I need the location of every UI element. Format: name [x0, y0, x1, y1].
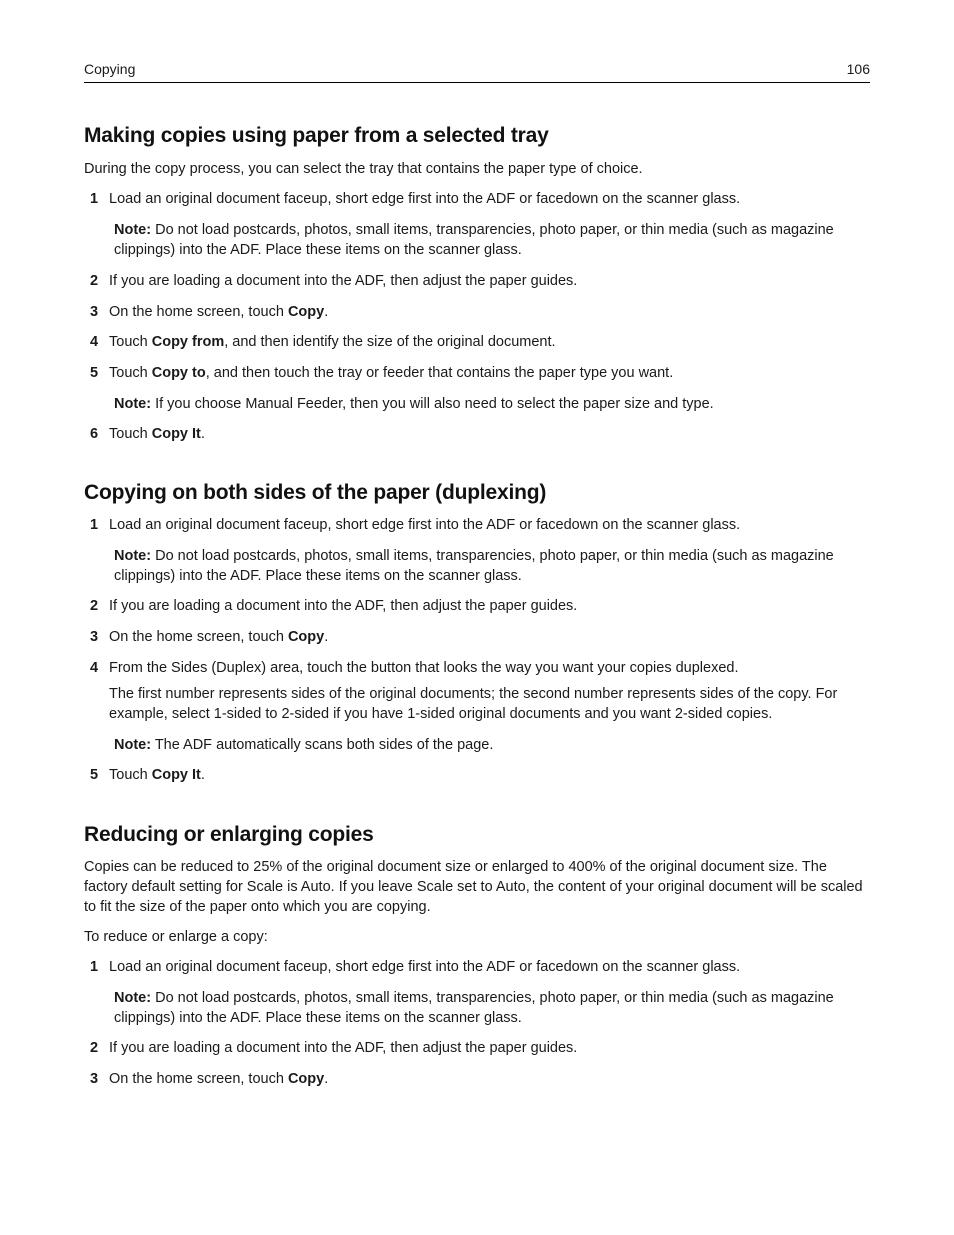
step-number: 3: [90, 304, 99, 320]
step-text-post: , and then touch the tray or feeder that contains the paper type you want.: [205, 365, 674, 381]
step-number: 5: [90, 767, 99, 783]
step-text: Load an original document faceup, short edge first into the ADF or facedown on the scanner glass.: [109, 517, 741, 533]
step-item: [84, 627, 870, 647]
note: [84, 546, 870, 586]
section-heading: Reducing or enlarging copies: [84, 823, 374, 846]
step-item: [84, 363, 870, 383]
step-text-bold: Copy to: [151, 365, 206, 381]
note-label: Note:: [114, 222, 152, 238]
section-intro-2: To reduce or enlarge a copy:: [84, 929, 268, 945]
step-item: [84, 957, 870, 977]
note-text: The ADF automatically scans both sides of the page.: [151, 737, 494, 753]
note: [84, 394, 870, 414]
step-item: [84, 271, 870, 291]
step-text-post: .: [324, 629, 329, 645]
step-item: [84, 189, 870, 209]
step-number: 4: [90, 660, 99, 676]
section-selected-tray: [84, 124, 870, 444]
step-text-pre: Touch: [109, 334, 152, 350]
section-intro: During the copy process, you can select the tray that contains the paper type of choice.: [84, 161, 643, 177]
step-text: Load an original document faceup, short edge first into the ADF or facedown on the scanner glass.: [109, 191, 741, 207]
step-text: If you are loading a document into the ADF, then adjust the paper guides.: [109, 273, 578, 289]
step-text-pre: Touch: [109, 365, 152, 381]
section-reduce-enlarge: [84, 823, 870, 1089]
step-number: 3: [90, 629, 99, 645]
note-label: Note:: [114, 396, 152, 412]
step-text-pre: On the home screen, touch: [109, 629, 288, 645]
step-number: 1: [90, 191, 99, 207]
note-label: Note:: [114, 737, 152, 753]
step-text-post: .: [200, 426, 205, 442]
step-item: [84, 658, 870, 678]
step-text-bold: Copy: [287, 1071, 325, 1087]
step-item: [84, 515, 870, 535]
section-duplexing: [84, 481, 870, 785]
note-text: If you choose Manual Feeder, then you will also need to select the paper size and type.: [151, 396, 714, 412]
step-text: If you are loading a document into the ADF, then adjust the paper guides.: [109, 1040, 578, 1056]
step-item: [84, 1069, 870, 1089]
step-text-bold: Copy: [287, 304, 325, 320]
note-text: Do not load postcards, photos, small items, transparencies, photo paper, or thin media (such as magazine clippings) into the ADF. Place these items on the scanner glass.: [114, 548, 834, 584]
note: [84, 220, 870, 260]
step-item: [84, 596, 870, 616]
step-number: 1: [90, 517, 99, 533]
step-item: [84, 302, 870, 322]
step-text-post: .: [324, 1071, 329, 1087]
step-number: 2: [90, 598, 99, 614]
step-text: Load an original document faceup, short edge first into the ADF or facedown on the scanner glass.: [109, 959, 741, 975]
step-number: 2: [90, 1040, 99, 1056]
step-text: From the Sides (Duplex) area, touch the button that looks the way you want your copies duplexed.: [109, 660, 739, 676]
step-item: [84, 424, 870, 444]
section-heading: Making copies using paper from a selected tray: [84, 124, 549, 147]
step-text: If you are loading a document into the ADF, then adjust the paper guides.: [109, 598, 578, 614]
note: [84, 988, 870, 1028]
section-intro: Copies can be reduced to 25% of the original document size or enlarged to 400% of the original document size. The factory default setting for Scale is Auto. If you leave Scale set to Auto, the content of your original document will be scaled to fit the size of the paper onto which you are copying.: [84, 859, 863, 915]
step-text-bold: Copy: [287, 629, 325, 645]
step-item: [84, 1038, 870, 1058]
step-text-pre: Touch: [109, 426, 152, 442]
step-text-post: .: [200, 767, 205, 783]
step-number: 4: [90, 334, 99, 350]
step-number: 6: [90, 426, 99, 442]
page-number: 106: [846, 61, 870, 77]
note-label: Note:: [114, 990, 152, 1006]
running-header: [84, 60, 870, 83]
note-text: Do not load postcards, photos, small items, transparencies, photo paper, or thin media (such as magazine clippings) into the ADF. Place these items on the scanner glass.: [114, 990, 834, 1026]
note-label: Note:: [114, 548, 152, 564]
step-text-post: , and then identify the size of the original document.: [224, 334, 556, 350]
step-text-bold: Copy It: [151, 767, 201, 783]
step-number: 3: [90, 1071, 99, 1087]
step-number: 5: [90, 365, 99, 381]
step-text-bold: Copy from: [151, 334, 225, 350]
section-heading: Copying on both sides of the paper (duplexing): [84, 481, 547, 504]
step-number: 1: [90, 959, 99, 975]
step-item: [84, 765, 870, 785]
step-number: 2: [90, 273, 99, 289]
step-text-post: .: [324, 304, 329, 320]
note: [84, 735, 870, 755]
step-text-bold: Copy It: [151, 426, 201, 442]
chapter-title: Copying: [84, 61, 136, 77]
step-item: [84, 332, 870, 352]
step-detail: The first number represents sides of the original documents; the second number represents sides of the copy. For example, select 1-sided to 2-sided if you have 1-sided original documents and you want 2-sided copies.: [109, 686, 838, 722]
step-text-pre: On the home screen, touch: [109, 1071, 288, 1087]
step-text-pre: On the home screen, touch: [109, 304, 288, 320]
step-text-pre: Touch: [109, 767, 152, 783]
note-text: Do not load postcards, photos, small items, transparencies, photo paper, or thin media (such as magazine clippings) into the ADF. Place these items on the scanner glass.: [114, 222, 834, 258]
